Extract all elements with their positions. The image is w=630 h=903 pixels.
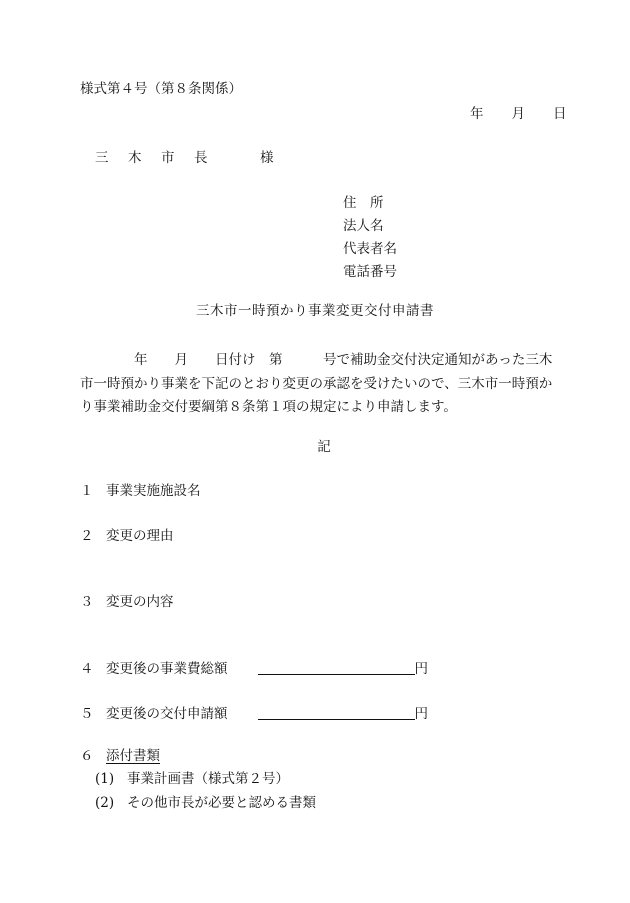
item-label: 変更の内容: [106, 594, 174, 610]
item-label: 変更の理由: [106, 528, 174, 544]
body-paragraph: [80, 349, 570, 420]
attachment-label: 事業計画書（様式第２号）: [127, 771, 289, 787]
item-number: ４: [80, 661, 94, 677]
applicant-block: [343, 192, 397, 284]
addressee: 三 木 市 長 様: [95, 150, 277, 166]
attachment-number: (2): [95, 795, 115, 811]
item-total-cost: [80, 659, 428, 677]
item-number: ２: [80, 528, 94, 544]
item-label: 変更後の事業費総額: [106, 661, 228, 677]
yen-unit: 円: [414, 706, 428, 722]
item-number: ６: [80, 748, 94, 764]
ki-heading: 記: [317, 439, 331, 455]
item-label: 添付書類: [106, 748, 160, 764]
corp-name-label: 法人名: [343, 218, 384, 234]
attachment-item: [95, 771, 289, 787]
date-day: 日: [553, 106, 567, 122]
item-label: 事業実施施設名: [106, 483, 201, 499]
item-change-content: [80, 594, 174, 610]
document-title: 三木市一時預かり事業変更交付申請書: [196, 303, 434, 319]
item-change-reason: [80, 528, 174, 544]
attachment-item: [95, 795, 316, 811]
body-line-3: り事業補助金交付要綱第８条第１項の規定により申請します。: [80, 399, 457, 415]
date-line: [470, 106, 567, 122]
body-line-2: 市一時預かり事業を下記のとおり変更の承認を受けたいので、三木市一時預か: [80, 375, 553, 392]
phone-label: 電話番号: [343, 264, 397, 280]
item-number: ５: [80, 706, 94, 722]
date-year: 年: [470, 106, 484, 122]
item-number: １: [80, 483, 94, 499]
grant-amount-field[interactable]: [258, 704, 415, 720]
body-line-1: 年 月 日付け 第 号で補助金交付決定通知があった三木: [80, 352, 553, 368]
item-label: 変更後の交付申請額: [106, 706, 228, 722]
address-label: 住 所: [343, 195, 384, 211]
total-cost-field[interactable]: [258, 659, 415, 675]
item-facility-name: [80, 483, 201, 499]
rep-name-label: 代表者名: [343, 241, 397, 257]
item-attachments: [80, 748, 160, 764]
attachment-number: (1): [95, 771, 115, 787]
date-month: 月: [511, 106, 525, 122]
attachment-label: その他市長が必要と認める書類: [127, 795, 316, 811]
form-number: 様式第４号（第８条関係）: [80, 81, 242, 97]
item-grant-amount: [80, 704, 428, 722]
yen-unit: 円: [414, 661, 428, 677]
item-number: ３: [80, 594, 94, 610]
